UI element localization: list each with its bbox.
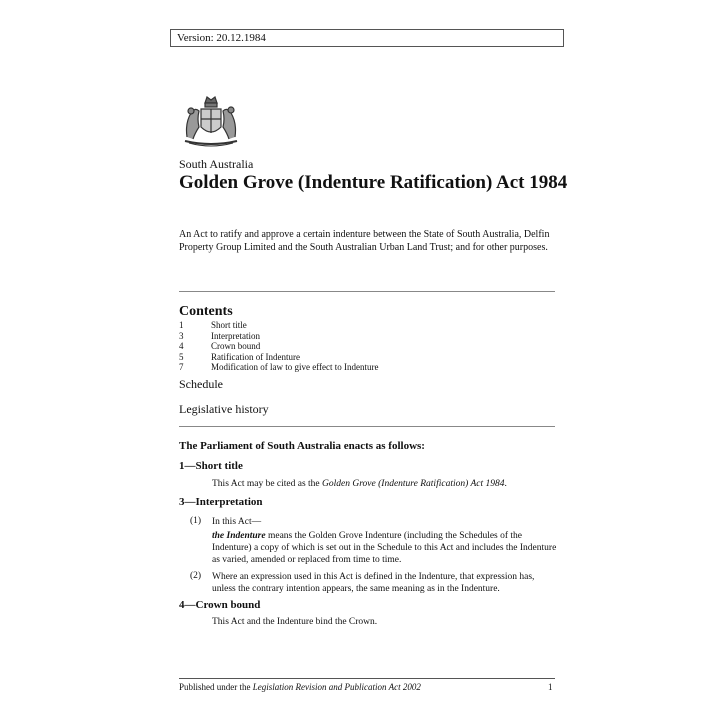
section-text: This Act and the Indenture bind the Crown. xyxy=(212,617,378,627)
contents-item-number: 3 xyxy=(179,330,184,341)
divider xyxy=(179,426,555,427)
contents-item-number: 4 xyxy=(179,341,184,352)
definition-text: means the Golden Grove Indenture (including the Schedules of the Indenture) a copy of which is set out in the Schedule to this Act and includes the Indenture as varied, amended or replaced from time to time. xyxy=(212,531,557,565)
subsection-number: (1) xyxy=(190,516,202,526)
subsection-text: Where an expression used in this Act is defined in the Indenture, that expression has, unless the contrary intention appears, the same meaning as in the Indenture. xyxy=(212,572,535,594)
version-text: Version: 20.12.1984 xyxy=(177,32,266,44)
footer-divider xyxy=(179,678,555,679)
defined-term: the Indenture xyxy=(212,531,266,541)
long-title: An Act to ratify and approve a certain indenture between the State of South Australia, Delfin Property Group Limited and the South Australian Urban Land Trust; and for other purposes. xyxy=(179,229,550,253)
contents-item[interactable] xyxy=(179,331,555,342)
contents-item-number: 5 xyxy=(179,351,184,362)
subsection-number: (2) xyxy=(190,571,202,581)
contents-item-label: Ratification of Indenture xyxy=(211,351,300,362)
footer-act: Legislation Revision and Publication Act 2002 xyxy=(252,682,421,692)
divider xyxy=(179,291,555,292)
contents-item-label: Crown bound xyxy=(211,341,261,352)
act-title: Golden Grove (Indenture Ratification) Act 1984 xyxy=(179,172,568,193)
jurisdiction: South Australia xyxy=(179,157,254,171)
section-heading: 3—Interpretation xyxy=(179,496,263,508)
page-number: 1 xyxy=(548,682,553,692)
section-text-part: This Act may be cited as the xyxy=(212,479,323,489)
contents-item-label: Short title xyxy=(211,320,247,330)
section-text-part: . xyxy=(504,479,507,489)
act-citation: Golden Grove (Indenture Ratification) Act 1984 xyxy=(322,479,505,489)
contents-heading: Contents xyxy=(179,304,233,319)
contents-item[interactable] xyxy=(179,341,555,352)
definition xyxy=(212,530,557,566)
enacting-formula: The Parliament of South Australia enacts as follows: xyxy=(179,440,425,452)
section-text xyxy=(212,478,507,490)
contents-item-number: 7 xyxy=(179,362,184,373)
contents-item[interactable] xyxy=(179,362,555,373)
footer-prefix: Published under the xyxy=(179,682,253,692)
contents-item[interactable] xyxy=(179,320,555,331)
contents-item[interactable] xyxy=(179,352,555,363)
contents-item-number: 1 xyxy=(179,320,184,330)
footer-published xyxy=(179,682,421,692)
contents-list xyxy=(179,320,555,373)
contents-legislative-history[interactable]: Legislative history xyxy=(179,402,269,416)
coat-of-arms-icon xyxy=(179,93,243,149)
section-heading: 4—Crown bound xyxy=(179,599,261,611)
contents-item-label: Modification of law to give effect to Indenture xyxy=(211,362,379,373)
version-box xyxy=(170,29,564,47)
contents-item-label: Interpretation xyxy=(211,330,260,341)
contents-schedule[interactable]: Schedule xyxy=(179,377,223,391)
subsection-text: In this Act— xyxy=(212,517,262,527)
section-heading: 1—Short title xyxy=(179,460,243,472)
